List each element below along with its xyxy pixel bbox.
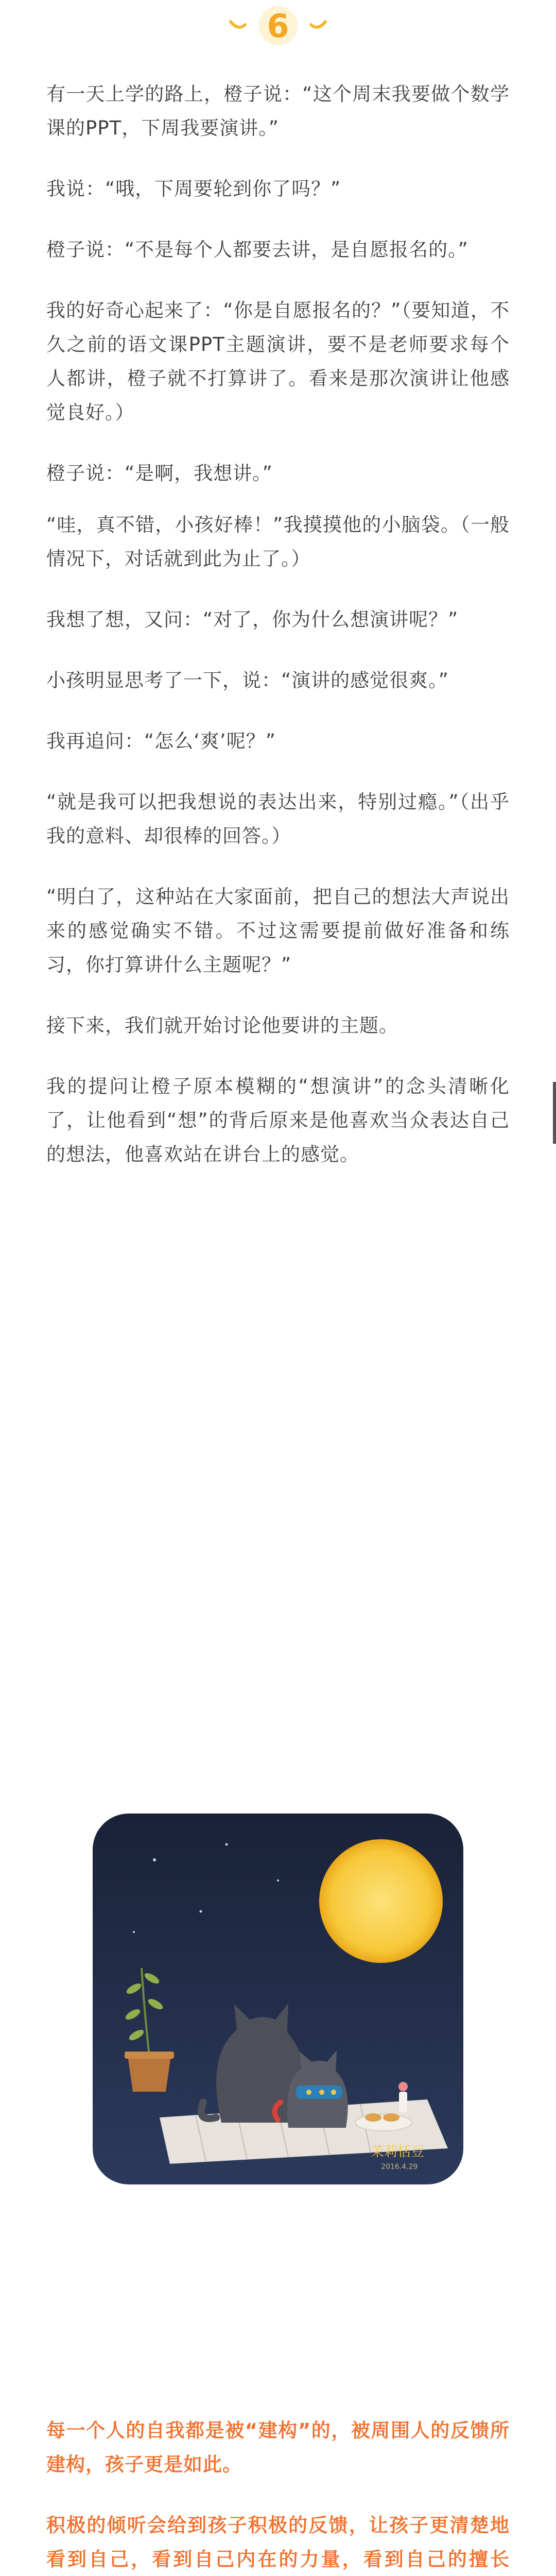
illustration-date: 2016.4.29 (381, 2163, 418, 2171)
highlight-paragraph-2: 积极的倾听会给到孩子积极的反馈，让孩子更清楚地看到自己，看到自己内在的力量，看到自己的擅长 (46, 2514, 510, 2570)
cats-moon-illustration (93, 1814, 463, 2184)
paragraph-11: “明白了，这种站在大家面前，把自己的想法大声说出来的感觉确实不错。不过这需要提前做好准备和练习，你打算讲什么主题呢？” (46, 886, 510, 976)
paragraph-13: 我的提问让橙子原本模糊的“想演讲”的念头清晰化了，让他看到“想”的背后原来是他喜欢当众表达自己的想法，他喜欢站在讲台上的感觉。 (46, 1075, 510, 1165)
paragraph-5: 橙子说：“是啊，我想讲。” (46, 462, 273, 484)
illustration-signature: 茉莉恬豆 (371, 2144, 425, 2160)
section-number-badge (0, 0, 556, 49)
scroll-indicator (553, 1082, 556, 1144)
full-moon (319, 1839, 443, 1963)
paragraph-2: 我说：“哦，下周要轮到你了吗？” (46, 178, 341, 200)
paragraph-8: 小孩明显思考了一下，说：“演讲的感觉很爽。” (46, 669, 449, 691)
highlight-paragraph-1: 每一个人的自我都是被“建构”的，被周围人的反馈所建构，孩子更是如此。 (46, 2419, 510, 2476)
paragraph-1: 有一天上学的路上，橙子说：“这个周末我要做个数学课的PPT，下周我要演讲。” (46, 83, 510, 139)
paragraph-3: 橙子说：“不是每个人都要去讲，是自愿报名的。” (46, 239, 468, 261)
left-stroke-decoration (231, 22, 245, 27)
paragraph-9: 我再追问：“怎么‘爽’呢？” (46, 730, 276, 752)
paragraph-12: 接下来，我们就开始讨论他要讲的主题。 (46, 1014, 398, 1037)
right-stroke-decoration (311, 22, 325, 27)
paragraph-4: 我的好奇心起来了：“你是自愿报名的？”（要知道，不久之前的语文课PPT主题演讲，要不是老师要求每个人都讲，橙子就不打算讲了。看来是那次演讲让他感觉良好。） (46, 299, 510, 423)
paragraph-6: “哇，真不错，小孩好棒！”我摸摸他的小脑袋。（一般情况下，对话就到此为止了。） (46, 514, 510, 570)
article-body (46, 77, 510, 1198)
badge-number: 6 (267, 7, 289, 45)
paragraph-7: 我想了想，又问：“对了，你为什么想演讲呢？” (46, 608, 459, 631)
paragraph-10: “就是我可以把我想说的表达出来，特别过瘾。”（出乎我的意料、却很棒的回答。） (46, 791, 510, 847)
conclusion-section (46, 2414, 510, 2576)
